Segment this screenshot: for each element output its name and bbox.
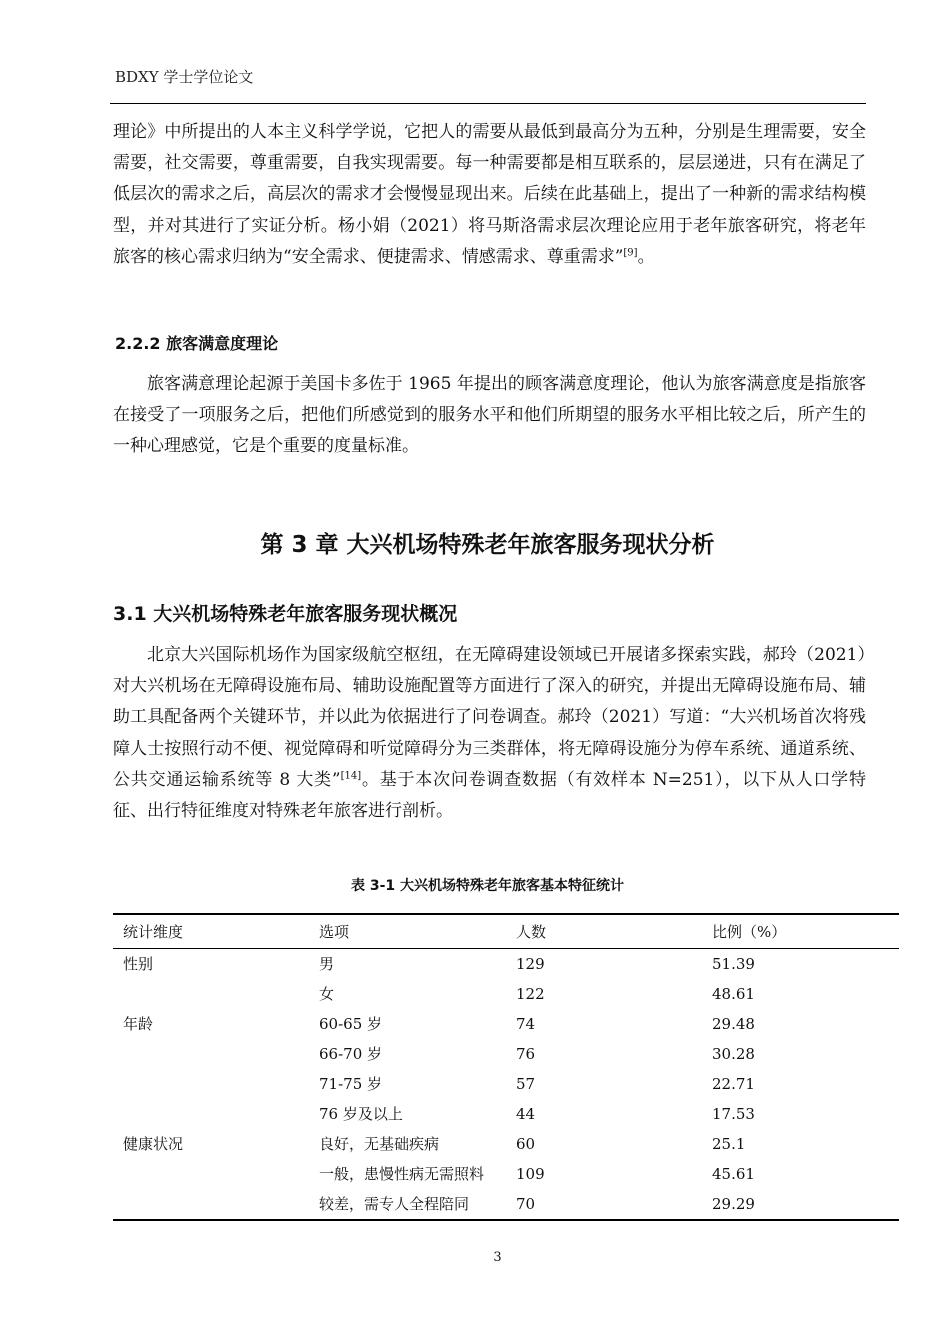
table-cell: 一般，患慢性病无需照料 xyxy=(319,1165,485,1183)
citation-ref-9[interactable]: [9] xyxy=(623,247,638,259)
table-cell: 122 xyxy=(516,985,545,1003)
table-header-cell: 人数 xyxy=(506,914,702,949)
table-row xyxy=(113,979,899,1009)
table-cell: 57 xyxy=(516,1075,536,1093)
table-cell: 45.61 xyxy=(712,1165,755,1183)
table-header-cell: 统计维度 xyxy=(113,914,309,949)
paragraph-satisfaction xyxy=(113,369,866,463)
paragraph-daxing-end: 。基于本次问卷调查数据（有效样本 N=251），以下从人口学特征、出行特征维度对特殊老年旅客进行剖析。 xyxy=(113,769,866,822)
table-header-row xyxy=(113,914,899,949)
table-row xyxy=(113,1069,899,1099)
table-cell: 48.61 xyxy=(712,985,755,1003)
table-cell: 年龄 xyxy=(123,1015,154,1033)
paragraph-daxing xyxy=(113,640,866,827)
table-header-cell: 选项 xyxy=(309,914,506,949)
table-cell: 25.1 xyxy=(712,1135,746,1153)
table-cell: 129 xyxy=(516,955,545,973)
table-cell: 29.29 xyxy=(702,1189,899,1220)
table-row xyxy=(113,949,899,980)
table-cell xyxy=(113,1039,309,1069)
table-cell: 51.39 xyxy=(712,955,755,973)
table-cell xyxy=(113,979,309,1009)
stats-table xyxy=(113,913,899,1221)
table-cell: 109 xyxy=(516,1165,545,1183)
table-cell: 健康状况 xyxy=(123,1135,184,1153)
table-cell: 性别 xyxy=(123,955,154,973)
stats-table-container xyxy=(113,913,899,1221)
table-header-cell: 比例（%） xyxy=(702,914,899,949)
paragraph-satisfaction-text: 旅客满意理论起源于美国卡多佐于 1965 年提出的顾客满意度理论，他认为旅客满意度是指旅客在接受了一项服务之后，把他们所感觉到的服务水平和他们所期望的服务水平相比较之后，所产生的一种心理感觉，它是个重要的度量标准。 xyxy=(113,374,866,457)
table-row xyxy=(113,1039,899,1069)
table-row xyxy=(113,1189,899,1220)
section-heading-2-2-2: 2.2.2 旅客满意度理论 xyxy=(115,334,279,353)
table-cell: 71-75 岁 xyxy=(319,1075,383,1093)
table-row xyxy=(113,1159,899,1189)
table-row xyxy=(113,1099,899,1129)
table-caption: 表 3-1 大兴机场特殊老年旅客基本特征统计 xyxy=(350,878,625,894)
table-cell: 男 xyxy=(319,955,335,973)
paragraph-daxing-text: 北京大兴国际机场作为国家级航空枢纽，在无障碍建设领域已开展诸多探索实践，郝玲（2021）对大兴机场在无障碍设施布局、辅助设施配置等方面进行了深入的研究，并提出无障碍设施布局、辅助工具配备两个关键环节，并以此为依据进行了问卷调查。郝玲（2021）写道：“大兴机场首次将残障人士按照行动不便、视觉障碍和听觉障碍分为三类群体，将无障碍设施分为停车系统、通道系统、公共交通运输系统等 8 大类” xyxy=(113,645,866,790)
table-cell: 29.48 xyxy=(712,1015,755,1033)
table-cell: 76 岁及以上 xyxy=(319,1105,403,1123)
page-number: 3 xyxy=(493,1250,502,1265)
paragraph-maslow-text: 理论》中所提出的人本主义科学学说，它把人的需要从最低到最高分为五种，分别是生理需要，安全需要，社交需要，尊重需要，自我实现需要。每一种需要都是相互联系的，层层递进，只有在满足了低层次的需求之后，高层次的需求才会慢慢显现出来。后续在此基础上，提出了一种新的需求结构模型，并对其进行了实证分析。杨小娟（2021）将马斯洛需求层次理论应用于老年旅客研究，将老年旅客的核心需求归纳为“安全需求、便捷需求、情感需求、尊重需求” xyxy=(113,122,866,267)
table-cell: 70 xyxy=(506,1189,702,1220)
table-row xyxy=(113,1129,899,1159)
table-cell xyxy=(113,1069,309,1099)
table-cell: 30.28 xyxy=(712,1045,755,1063)
table-row xyxy=(113,1009,899,1039)
table-cell: 22.71 xyxy=(712,1075,755,1093)
table-cell xyxy=(113,1099,309,1129)
table-cell: 74 xyxy=(516,1015,536,1033)
chapter-title: 第 3 章 大兴机场特殊老年旅客服务现状分析 xyxy=(260,532,715,558)
table-cell: 较差，需专人全程陪同 xyxy=(309,1189,506,1220)
paragraph-maslow xyxy=(113,117,866,273)
table-cell: 60 xyxy=(516,1135,536,1153)
table-cell: 76 xyxy=(516,1045,536,1063)
table-cell: 女 xyxy=(319,985,335,1003)
paragraph-maslow-end: 。 xyxy=(637,246,655,267)
table-cell xyxy=(113,1189,309,1220)
table-cell: 60-65 岁 xyxy=(319,1015,383,1033)
table-cell: 17.53 xyxy=(712,1105,755,1123)
header-divider xyxy=(110,103,866,104)
table-cell: 66-70 岁 xyxy=(319,1045,383,1063)
table-cell: 良好，无基础疾病 xyxy=(319,1135,440,1153)
table-cell xyxy=(113,1159,309,1189)
table-cell: 44 xyxy=(516,1105,536,1123)
section-heading-3-1: 3.1 大兴机场特殊老年旅客服务现状概况 xyxy=(113,603,458,625)
citation-ref-14[interactable]: [14] xyxy=(340,770,362,782)
running-header: BDXY 学士学位论文 xyxy=(115,68,254,86)
